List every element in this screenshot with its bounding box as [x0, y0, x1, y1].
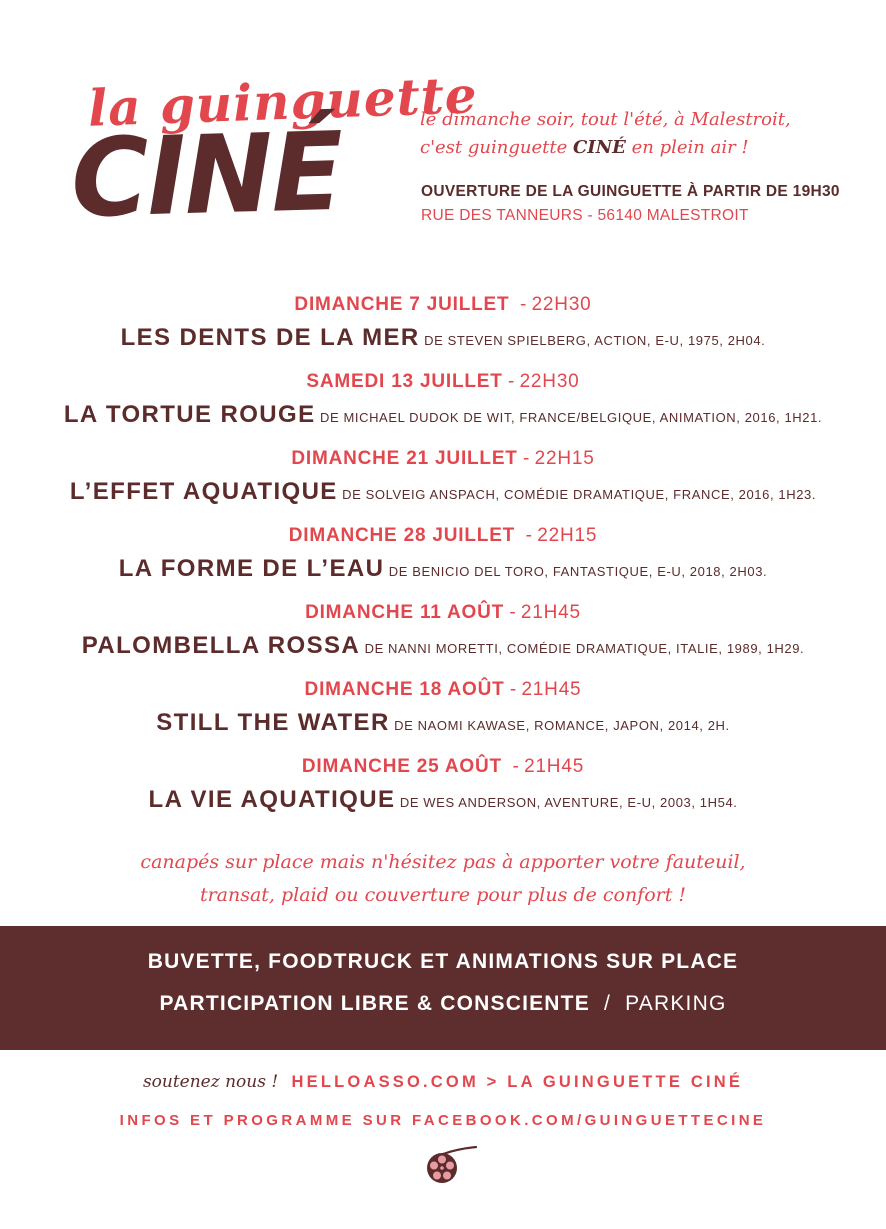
- comfort-note-line1: canapés sur place mais n'hésitez pas à apporter votre fauteuil,: [140, 851, 746, 873]
- screening-time: 22H15: [537, 525, 598, 546]
- film-title: L’EFFET AQUATIQUE: [69, 478, 338, 505]
- screening-separator: -: [519, 294, 527, 315]
- info-band: [0, 926, 886, 1050]
- film-title: STILL THE WATER: [156, 709, 390, 736]
- screening-item: [0, 671, 886, 748]
- film-reel-icon: [424, 1146, 480, 1188]
- programme-list: [0, 286, 886, 825]
- screening-time: 22H30: [531, 294, 592, 315]
- screening-date: DIMANCHE 11 AOÛT: [305, 602, 505, 623]
- tagline-line2: [420, 134, 850, 162]
- film-details: DE BENICIO DEL TORO, FANTASTIQUE, E-U, 2018, 2H03.: [388, 564, 768, 579]
- logo-main: CINÉ: [69, 109, 343, 242]
- tagline-line2-start: c'est guinguette: [420, 137, 568, 158]
- participation-label: PARTICIPATION LIBRE & CONSCIENTE: [159, 992, 590, 1015]
- screening-item: [0, 363, 886, 440]
- comfort-note-line2: transat, plaid ou couverture pour plus de confort !: [199, 884, 687, 906]
- screening-date: DIMANCHE 25 AOÛT: [301, 756, 502, 777]
- support-line: [0, 1072, 886, 1092]
- tagline-brand: CINÉ: [572, 137, 626, 158]
- film-details: DE MICHAEL DUDOK DE WIT, FRANCE/BELGIQUE, ANIMATION, 2016, 1H21.: [319, 410, 823, 425]
- film-title: LA VIE AQUATIQUE: [148, 786, 396, 813]
- band-separator: /: [604, 992, 612, 1015]
- film-details: DE NANNI MORETTI, COMÉDIE DRAMATIQUE, ITALIE, 1989, 1H29.: [364, 641, 805, 656]
- screening-time: 21H45: [521, 679, 582, 700]
- services-line: BUVETTE, FOODTRUCK ET ANIMATIONS SUR PLACE: [147, 950, 739, 973]
- screening-separator: -: [512, 756, 519, 777]
- film-details: DE SOLVEIG ANSPACH, COMÉDIE DRAMATIQUE, FRANCE, 2016, 1H23.: [342, 487, 817, 502]
- parking-label: PARKING: [625, 992, 727, 1015]
- screening-item: [0, 517, 886, 594]
- film-details: DE NAOMI KAWASE, ROMANCE, JAPON, 2014, 2H.: [394, 718, 730, 733]
- film-title: LA TORTUE ROUGE: [63, 401, 316, 428]
- screening-item: [0, 286, 886, 363]
- logo-script: la guinguette: [87, 65, 479, 138]
- screening-separator: -: [509, 602, 516, 623]
- tagline-line2-end: en plein air !: [631, 137, 749, 158]
- opening-hours: OUVERTURE DE LA GUINGUETTE À PARTIR DE 19H30: [421, 183, 840, 200]
- film-title: PALOMBELLA ROSSA: [81, 632, 361, 659]
- screening-time: 21H45: [520, 602, 581, 623]
- film-title: LES DENTS DE LA MER: [120, 324, 420, 351]
- film-title: LA FORME DE L’EAU: [118, 555, 385, 582]
- tagline: [420, 106, 850, 162]
- support-script: soutenez nous !: [142, 1072, 279, 1092]
- screening-date: DIMANCHE 28 JUILLET: [288, 525, 516, 546]
- screening-time: 21H45: [524, 756, 585, 777]
- screening-separator: -: [509, 679, 517, 700]
- comfort-note: [0, 846, 886, 912]
- screening-date: DIMANCHE 7 JUILLET: [294, 294, 510, 315]
- screening-item: [0, 748, 886, 825]
- helloasso-link[interactable]: HELLOASSO.COM > LA GUINGUETTE CINÉ: [291, 1073, 744, 1091]
- screening-item: [0, 440, 886, 517]
- film-details: DE STEVEN SPIELBERG, ACTION, E-U, 1975, 2H04.: [424, 333, 766, 348]
- address: RUE DES TANNEURS - 56140 MALESTROIT: [421, 207, 749, 224]
- tagline-line1: le dimanche soir, tout l'été, à Malestroit,: [420, 109, 791, 130]
- facebook-link[interactable]: INFOS ET PROGRAMME SUR FACEBOOK.COM/GUINGUETTECINE: [119, 1112, 767, 1129]
- screening-separator: -: [523, 448, 530, 469]
- screening-separator: -: [507, 371, 515, 392]
- screening-date: SAMEDI 13 JUILLET: [306, 371, 503, 392]
- film-details: DE WES ANDERSON, AVENTURE, E-U, 2003, 1H54.: [399, 795, 738, 810]
- screening-item: [0, 594, 886, 671]
- screening-date: DIMANCHE 18 AOÛT: [304, 679, 505, 700]
- screening-time: 22H15: [534, 448, 595, 469]
- screening-separator: -: [525, 525, 532, 546]
- participation-line: [0, 992, 886, 1016]
- screening-time: 22H30: [519, 371, 580, 392]
- screening-date: DIMANCHE 21 JUILLET: [291, 448, 518, 469]
